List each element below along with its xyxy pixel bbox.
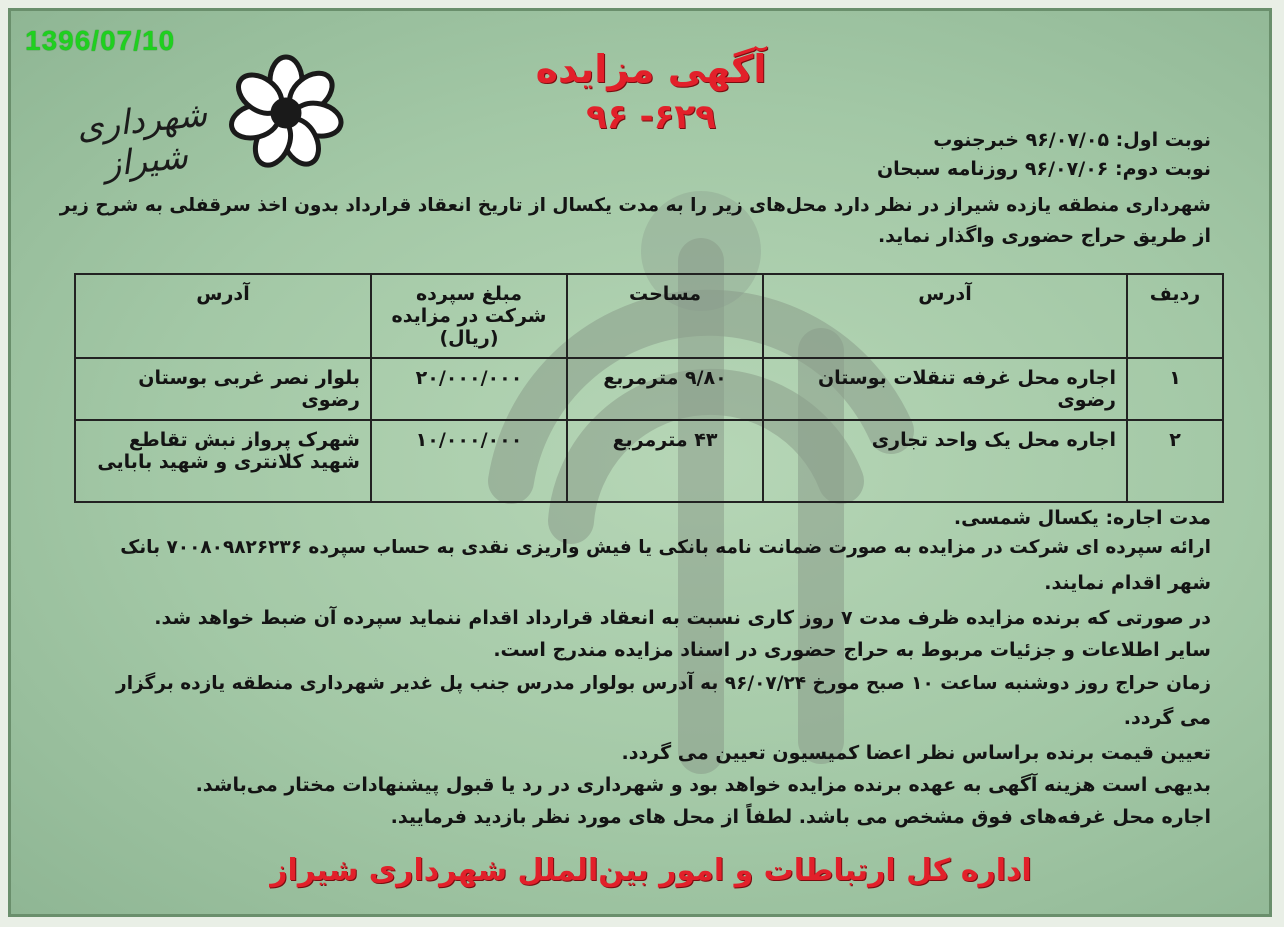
ad-number: ۹۶ -۶۲۹ xyxy=(586,97,716,137)
row-title: اجاره محل غرفه تنقلات بوستان رضوی xyxy=(763,358,1127,420)
intro-line-2: از طریق حراج حضوری واگذار نماید. xyxy=(877,225,1211,247)
table-row xyxy=(75,420,1223,502)
intro-line-1: شهرداری منطقه یازده شیراز در نظر دارد محل‌های زیر را به مدت یکسال از تاریخ انعقاد قرارداد بدون اخذ سرقفلی به شرح زیر xyxy=(59,195,1211,216)
ad-title: آگهی مزایده xyxy=(535,47,767,91)
issuer-footer: اداره کل ارتباطات و امور بین‌الملل شهرداری شیراز xyxy=(270,853,1032,888)
body-line-visit: اجاره محل غرفه‌های فوق مشخص می باشد. لطفاً از محل های مورد نظر بازدید فرمایید. xyxy=(390,806,1211,828)
row-index: ۱ xyxy=(1127,358,1223,420)
row-deposit: ۱۰/۰۰۰/۰۰۰ xyxy=(371,420,567,502)
column-header-index: ردیف xyxy=(1127,274,1223,358)
body-line-forfeit: در صورتی که برنده مزایده ظرف مدت ۷ روز کاری نسبت به انعقاد قرارداد اقدام ننماید سپرده آن ضبط خواهد شد. xyxy=(154,607,1211,629)
auction-items-table xyxy=(74,273,1224,503)
row-address: شهرک پرواز نبش تقاطع شهید کلانتری و شهید بابایی xyxy=(75,420,371,502)
body-line-pricing: تعیین قیمت برنده براساس نظر اعضا کمیسیون تعیین می گردد. xyxy=(621,742,1211,764)
body-line-lease-term: مدت اجاره: یکسال شمسی. xyxy=(953,507,1211,529)
row-address: بلوار نصر غربی بوستان رضوی xyxy=(75,358,371,420)
date-stamp: 1396/07/10 xyxy=(25,25,176,56)
shiraz-municipality-logo-icon xyxy=(221,53,351,173)
body-line-auction-time-cont: می گردد. xyxy=(1123,707,1211,729)
logo-wordmark: شهرداری شیراز xyxy=(74,94,209,186)
table-row xyxy=(75,358,1223,420)
row-index: ۲ xyxy=(1127,420,1223,502)
row-deposit: ۲۰/۰۰۰/۰۰۰ xyxy=(371,358,567,420)
column-header-address: آدرس xyxy=(75,274,371,358)
body-line-deposit-cont: شهر اقدام نمایند. xyxy=(1044,572,1211,594)
body-line-deposit: ارائه سپرده ای شرکت در مزایده به صورت ضمانت نامه بانکی یا فیش واریزی نقدی به حساب سپرده ۷۰۰۸۰۹۸۲۶۲۳۶ بانک xyxy=(120,537,1211,558)
publication-round-1: نوبت اول: ۹۶/۰۷/۰۵ خبرجنوب xyxy=(933,129,1211,151)
body-line-details: سایر اطلاعات و جزئیات مربوط به حراج حضوری در اسناد مزایده مندرج است. xyxy=(493,639,1211,661)
row-area: ۹/۸۰ مترمربع xyxy=(567,358,763,420)
body-line-costs: بدیهی است هزینه آگهی به عهده برنده مزایده خواهد بود و شهرداری در رد یا قبول پیشنهادات مختار می‌باشد. xyxy=(195,774,1211,796)
table-header-row xyxy=(75,274,1223,358)
advertisement-frame xyxy=(8,8,1272,917)
body-line-auction-time: زمان حراج روز دوشنبه ساعت ۱۰ صبح مورخ ۹۶/۰۷/۲۴ به آدرس بولوار مدرس جنب پل غدیر شهرداری منطقه یازده برگزار xyxy=(116,673,1211,694)
column-header-area: مساحت xyxy=(567,274,763,358)
column-header-deposit: مبلغ سپرده شرکت در مزایده (ریال) xyxy=(371,274,567,358)
publication-round-2: نوبت دوم: ۹۶/۰۷/۰۶ روزنامه سبحان xyxy=(876,158,1211,180)
row-area: ۴۳ مترمربع xyxy=(567,420,763,502)
column-header-title: آدرس xyxy=(763,274,1127,358)
row-title: اجاره محل یک واحد تجاری xyxy=(763,420,1127,502)
